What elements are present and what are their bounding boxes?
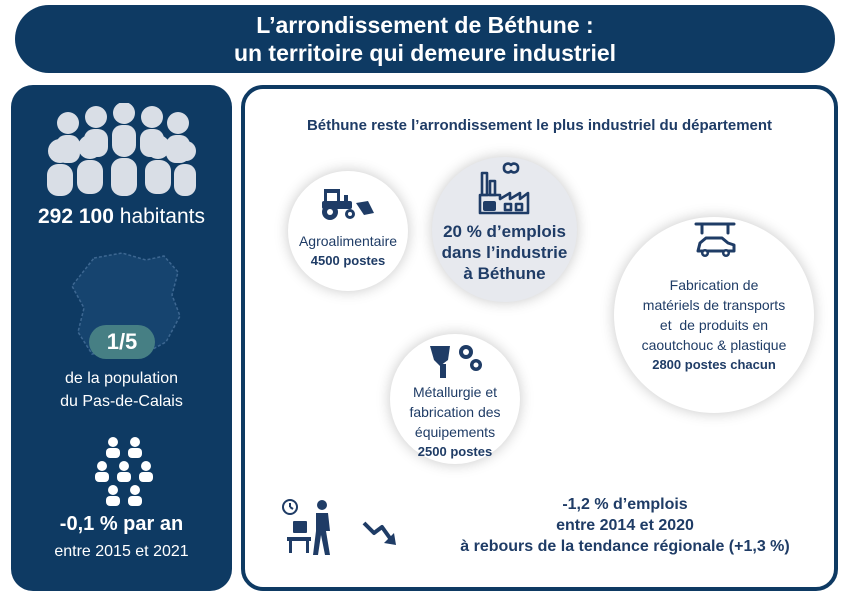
agro-posts: 4500 postes	[310, 253, 386, 268]
employment-trend	[415, 494, 835, 557]
transport-line-1: Fabrication de	[669, 277, 759, 293]
population-unit: habitants	[119, 205, 205, 228]
population-period: entre 2015 et 2021	[54, 543, 189, 560]
transport-line-4: caoutchouc & plastique	[641, 337, 787, 353]
metallurgy-line-2: fabrication des	[409, 404, 501, 420]
transport-circle	[614, 217, 814, 413]
industry-share-line-3: à Béthune	[463, 264, 546, 283]
population-count	[11, 205, 232, 229]
fraction-badge: 1/5	[89, 325, 155, 359]
crowd-icon	[46, 103, 196, 198]
transport-line-3: et de produits en	[659, 317, 769, 333]
employment-trend-line-3: à rebours de la tendance régionale (+1,3 %)	[460, 538, 790, 555]
metallurgy-line-3: équipements	[414, 424, 496, 440]
industry-share-circle	[432, 157, 577, 302]
fraction-caption-line-1: de la population	[65, 370, 178, 387]
population-value: 292 100	[38, 205, 114, 228]
metallurgy-gears-icon	[426, 340, 486, 380]
agro-label: Agroalimentaire	[298, 233, 398, 249]
transport-line-2: matériels de transports	[642, 297, 786, 313]
small-crowd-icon	[89, 435, 159, 513]
agro-circle	[288, 171, 408, 291]
industry-share-line-2: dans l’industrie	[441, 243, 568, 262]
fraction-caption-line-2: du Pas-de-Calais	[60, 393, 183, 410]
metallurgy-circle	[390, 334, 520, 464]
title-line-2: un territoire qui demeure industriel	[233, 40, 617, 66]
fraction-caption	[11, 367, 232, 413]
down-arrow-icon	[360, 519, 400, 549]
transport-posts: 2800 postes chacun	[652, 357, 776, 372]
factory-icon	[476, 159, 532, 215]
car-assembly-icon	[690, 221, 740, 261]
industry-title: Béthune reste l’arrondissement le plus industriel du département	[306, 117, 773, 134]
population-panel	[11, 85, 232, 591]
worker-leaving-icon	[280, 497, 340, 557]
title-banner	[15, 5, 835, 73]
title-line-1: L’arrondissement de Béthune :	[256, 12, 594, 38]
employment-trend-line-2: entre 2014 et 2020	[556, 517, 694, 534]
industry-share-line-1: 20 % d’emplois	[443, 222, 566, 241]
population-rate: -0,1 % par an	[59, 513, 184, 535]
tractor-icon	[318, 185, 378, 221]
employment-trend-line-1: -1,2 % d’emplois	[562, 496, 688, 513]
industry-panel	[241, 85, 838, 591]
metallurgy-posts: 2500 postes	[417, 444, 493, 459]
metallurgy-line-1: Métallurgie et	[412, 384, 498, 400]
